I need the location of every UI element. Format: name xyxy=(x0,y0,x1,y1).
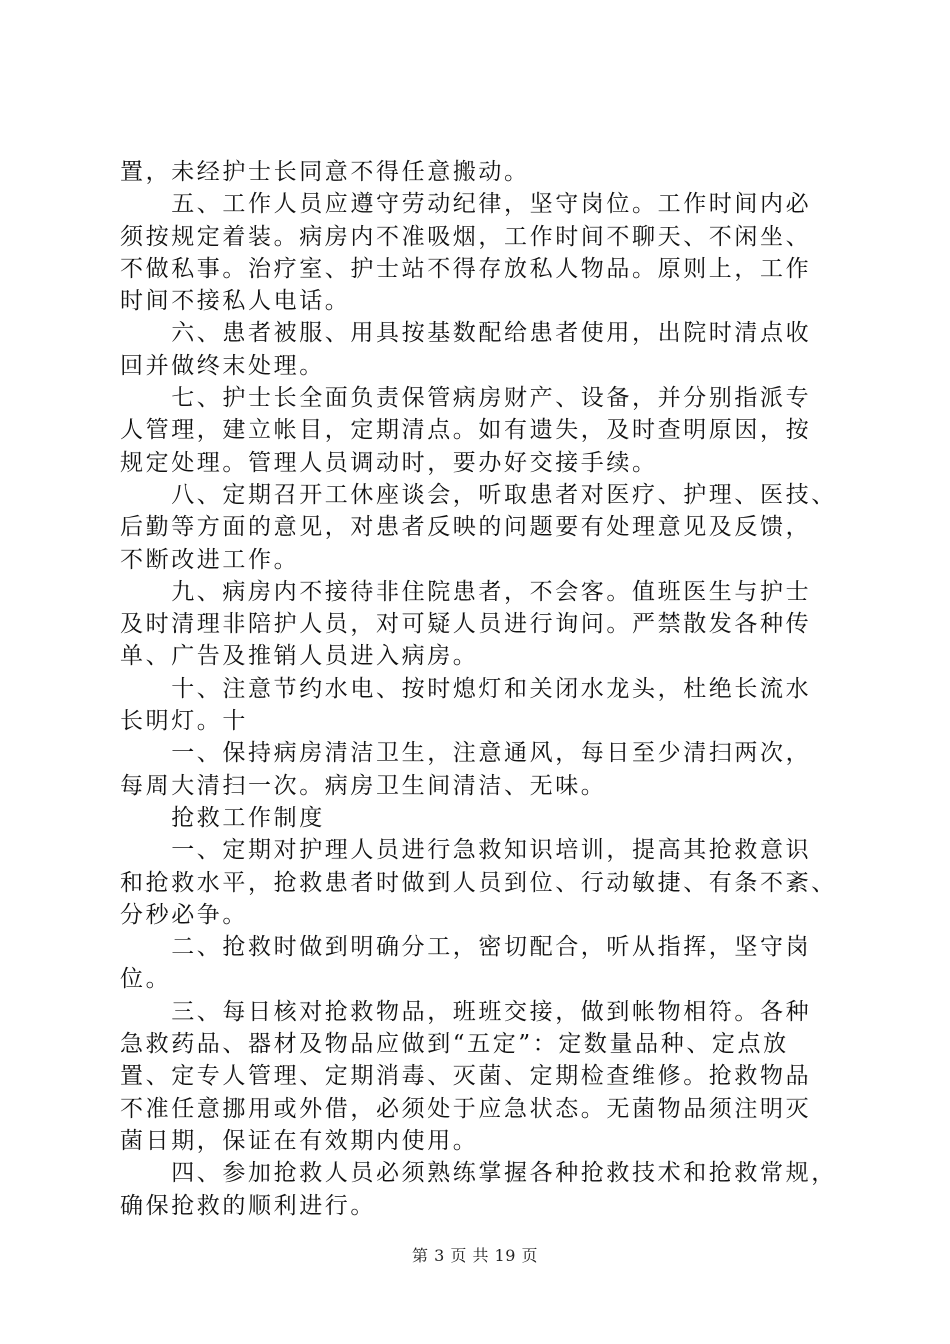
document-body xyxy=(120,156,837,1222)
text-line: 位。 xyxy=(120,966,172,993)
text-line: 回并做终末处理。 xyxy=(120,352,325,379)
text-line: 置，未经护士长同意不得任意搬动。 xyxy=(120,159,530,185)
text-line: 二、抢救时做到明确分工，密切配合，听从指挥，坚守岗 xyxy=(120,934,812,961)
text-line: 六、患者被服、用具按基数配给患者使用，出院时清点收 xyxy=(120,320,812,347)
text-line: 每周大清扫一次。病房卫生间清洁、无味。 xyxy=(120,772,607,799)
text-line: 须按规定着装。病房内不准吸烟，工作时间不聊天、不闲坐、 xyxy=(120,223,812,250)
text-line: 四、参加抢救人员必须熟练掌握各种抢救技术和抢救常规， xyxy=(120,1160,837,1187)
text-line: 不断改进工作。 xyxy=(120,546,300,573)
text-line: 八、定期召开工休座谈会，听取患者对医疗、护理、医技、 xyxy=(120,481,837,508)
text-line: 确保抢救的顺利进行。 xyxy=(120,1192,376,1219)
text-line: 置、定专人管理、定期消毒、灭菌、定期检查维修。抢救物品 xyxy=(120,1063,812,1090)
text-line: 菌日期，保证在有效期内使用。 xyxy=(120,1127,479,1154)
text-line: 一、保持病房清洁卫生，注意通风，每日至少清扫两次， xyxy=(120,740,812,767)
text-line: 人管理，建立帐目，定期清点。如有遗失，及时查明原因，按 xyxy=(120,417,812,444)
text-line: 长明灯。十 xyxy=(120,708,248,735)
text-line: 急救药品、器材及物品应做到“五定”：定数量品种、定点放 xyxy=(120,1031,789,1058)
text-line: 规定处理。管理人员调动时，要办好交接手续。 xyxy=(120,449,658,476)
text-line: 不准任意挪用或外借，必须处于应急状态。无菌物品须注明灭 xyxy=(120,1095,812,1122)
text-line: 时间不接私人电话。 xyxy=(120,288,351,315)
text-line: 七、护士长全面负责保管病房财产、设备，并分别指派专 xyxy=(120,385,812,412)
text-line: 后勤等方面的意见，对患者反映的问题要有处理意见及反馈， xyxy=(120,514,812,541)
text-line: 分秒必争。 xyxy=(120,901,248,928)
text-line: 不做私事。治疗室、护士站不得存放私人物品。原则上，工作 xyxy=(120,255,812,282)
text-line: 一、定期对护理人员进行急救知识培训，提高其抢救意识 xyxy=(120,837,812,864)
text-line: 和抢救水平，抢救患者时做到人员到位、行动敏捷、有条不紊、 xyxy=(120,869,837,896)
section-heading: 抢救工作制度 xyxy=(120,804,325,831)
text-line: 五、工作人员应遵守劳动纪律，坚守岗位。工作时间内必 xyxy=(120,191,812,218)
text-line: 十、注意节约水电、按时熄灯和关闭水龙头，杜绝长流水 xyxy=(120,675,812,702)
text-line: 三、每日核对抢救物品，班班交接，做到帐物相符。各种 xyxy=(120,998,812,1025)
text-line: 单、广告及推销人员进入病房。 xyxy=(120,643,479,670)
text-line: 及时清理非陪护人员，对可疑人员进行询问。严禁散发各种传 xyxy=(120,611,812,638)
text-line: 九、病房内不接待非住院患者，不会客。值班医生与护士 xyxy=(120,578,812,605)
page-footer: 第 3 页 共 19 页 xyxy=(412,1246,538,1265)
